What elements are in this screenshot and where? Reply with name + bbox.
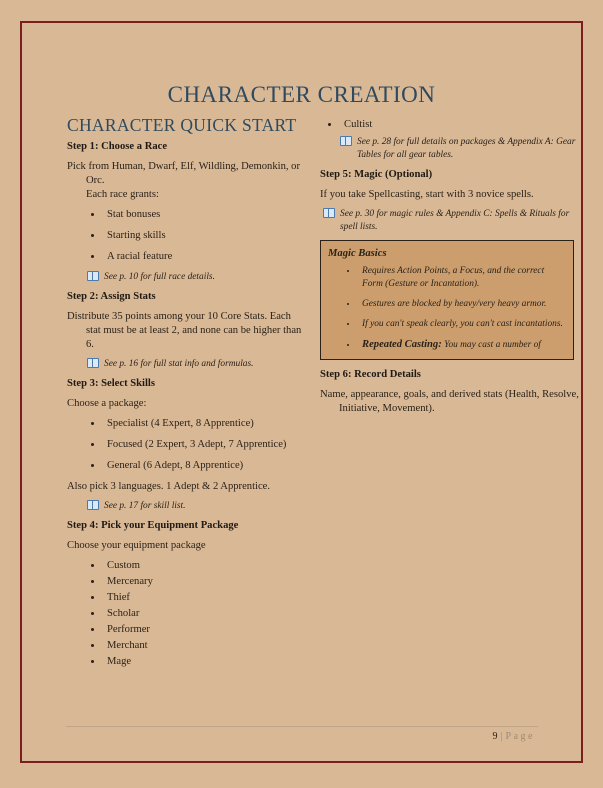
step1-heading: Step 1: Choose a Race: [67, 141, 168, 152]
right-column: [320, 118, 582, 422]
list-item: • Merchant: [103, 639, 307, 653]
page-label: Page: [505, 731, 535, 742]
repeated-casting-label: Repeated Casting:: [362, 339, 442, 350]
list-item: • Gestures are blocked by heavy/very heavy armor.: [358, 298, 565, 311]
list-item: • If you can't speak clearly, you can't cast incantations.: [358, 318, 565, 331]
step4-list-continued: [320, 118, 582, 132]
step4-list: [67, 559, 307, 669]
step6-heading: Step 6: Record Details: [320, 369, 421, 380]
step5-heading: Step 5: Magic (Optional): [320, 169, 433, 180]
list-item: • General (6 Adept, 8 Apprentice): [103, 459, 307, 473]
left-column: [67, 115, 307, 673]
step4-text: Choose your equipment package: [67, 540, 206, 551]
book-icon: [323, 208, 335, 217]
page-title: CHARACTER CREATION: [167, 82, 436, 107]
step4-heading: Step 4: Pick your Equipment Package: [67, 520, 239, 531]
list-item: • Thief: [103, 591, 307, 605]
footer-separator: |: [500, 731, 503, 742]
section-heading-quick-start: CHARACTER QUICK START: [67, 115, 297, 135]
page-number: 9: [492, 731, 498, 742]
list-item: • Mage: [103, 655, 307, 669]
list-item: • Custom: [103, 559, 307, 573]
list-item: • Repeated Casting: You may cast a number of: [358, 338, 565, 352]
step3-list: [67, 417, 307, 473]
page-footer: [493, 731, 535, 742]
list-item: • Cultist: [340, 118, 582, 132]
step1-grants: Each race grants:: [86, 189, 159, 200]
step3-text: Choose a package:: [67, 398, 147, 409]
list-item: • Focused (2 Expert, 3 Adept, 7 Apprentice): [103, 438, 307, 452]
list-item: • Specialist (4 Expert, 8 Apprentice): [103, 417, 307, 431]
book-icon: [340, 136, 352, 145]
list-item: • Starting skills: [103, 229, 307, 243]
footer-divider: [66, 726, 538, 727]
step2-text: Distribute 35 points among your 10 Core Stats. Each stat must be at least 2, and none can be higher than 6.: [67, 311, 302, 350]
step2-reference: See p. 16 for full stat info and formulas.: [67, 358, 307, 371]
step1-list: [67, 208, 307, 264]
step3-heading: Step 3: Select Skills: [67, 378, 155, 389]
list-item: • Stat bonuses: [103, 208, 307, 222]
step5-reference: See p. 30 for magic rules & Appendix C: Spells & Rituals for spell lists.: [320, 208, 582, 234]
step1-reference: See p. 10 for full race details.: [67, 271, 307, 284]
list-item: • Mercenary: [103, 575, 307, 589]
list-item: • Performer: [103, 623, 307, 637]
step5-text: If you take Spellcasting, start with 3 novice spells.: [320, 189, 534, 200]
step1-text: Pick from Human, Dwarf, Elf, Wildling, Demonkin, or Orc. Each race grants:: [67, 161, 300, 200]
list-item: • Requires Action Points, a Focus, and the correct Form (Gesture or Incantation).: [358, 265, 565, 291]
list-item: • A racial feature: [103, 250, 307, 264]
step3-reference: See p. 17 for skill list.: [67, 500, 307, 513]
book-icon: [87, 500, 99, 509]
list-item: • Scholar: [103, 607, 307, 621]
magic-basics-list: [328, 265, 565, 352]
step6-text: Name, appearance, goals, and derived stats (Health, Resolve, Initiative, Movement).: [320, 389, 579, 414]
magic-basics-box: [320, 240, 574, 360]
magic-basics-title: Magic Basics: [328, 248, 387, 259]
step2-heading: Step 2: Assign Stats: [67, 291, 156, 302]
step4-reference: See p. 28 for full details on packages & Appendix A: Gear Tables for all gear tables.: [320, 136, 582, 162]
book-icon: [87, 271, 99, 280]
step3-extra: Also pick 3 languages. 1 Adept & 2 Apprentice.: [67, 481, 271, 492]
book-icon: [87, 358, 99, 367]
